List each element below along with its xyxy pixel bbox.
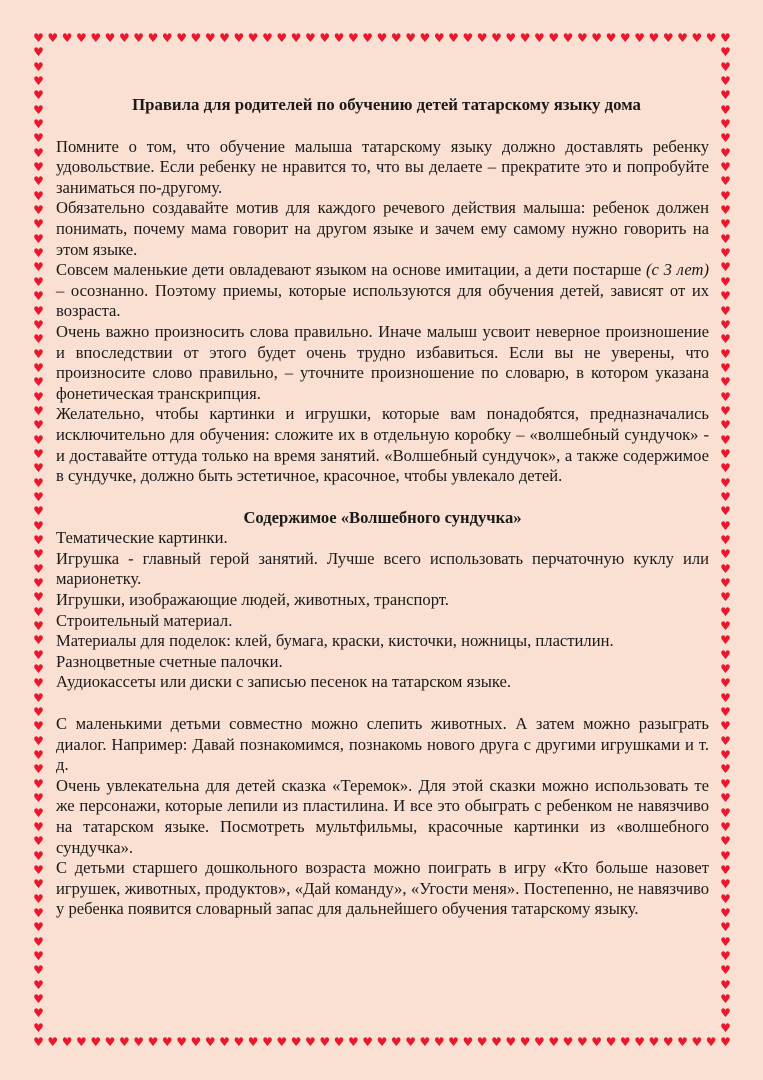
heart-icon: ♥ (720, 619, 731, 634)
heart-icon: ♥ (720, 332, 731, 347)
heart-icon: ♥ (720, 418, 731, 433)
heart-icon: ♥ (619, 31, 631, 45)
heart-icon: ♥ (362, 31, 374, 45)
heart-icon: ♥ (33, 360, 44, 375)
heart-icon: ♥ (619, 1035, 631, 1049)
heart-icon: ♥ (204, 1035, 216, 1049)
heart-icon: ♥ (648, 31, 660, 45)
heart-icon: ♥ (462, 1035, 474, 1049)
list-item: Тематические картинки. (56, 528, 228, 548)
heart-icon: ♥ (33, 948, 44, 963)
heart-icon: ♥ (720, 131, 731, 146)
heart-icon: ♥ (720, 188, 731, 203)
heart-icon: ♥ (61, 1035, 73, 1049)
heart-icon: ♥ (720, 117, 731, 132)
heart-icon: ♥ (33, 690, 44, 705)
heart-icon: ♥ (33, 1020, 44, 1035)
heart-icon: ♥ (720, 1006, 731, 1021)
heart-icon: ♥ (33, 260, 44, 275)
heart-icon: ♥ (33, 733, 44, 748)
heart-icon: ♥ (448, 1035, 459, 1049)
heart-icon: ♥ (90, 31, 102, 45)
heart-icon: ♥ (720, 848, 731, 863)
heart-icon: ♥ (305, 1035, 316, 1049)
heart-icon: ♥ (720, 690, 731, 705)
heart-icon: ♥ (720, 604, 731, 619)
heart-icon: ♥ (33, 762, 44, 777)
heart-icon: ♥ (118, 31, 130, 45)
heart-icon: ♥ (33, 934, 44, 949)
heart-icon: ♥ (720, 360, 731, 375)
heart-icon: ♥ (33, 776, 44, 791)
heart-icon: ♥ (376, 1035, 388, 1049)
heart-icon: ♥ (262, 1035, 273, 1049)
heart-icon: ♥ (33, 504, 44, 519)
heart-icon: ♥ (720, 920, 731, 935)
heart-icon: ♥ (720, 776, 731, 791)
heart-icon: ♥ (462, 31, 474, 45)
heart-icon: ♥ (33, 375, 44, 390)
heart-icon: ♥ (505, 31, 517, 45)
list-item: Строительный материал. (56, 610, 233, 630)
heart-icon: ♥ (33, 604, 44, 619)
heart-icon: ♥ (720, 432, 731, 447)
heart-icon: ♥ (190, 1035, 202, 1049)
list-item: Материалы для поделок: клей, бумага, краски, кисточки, ножницы, пластилин. (56, 631, 614, 651)
heart-icon: ♥ (720, 1020, 731, 1035)
heart-icon: ♥ (33, 289, 44, 304)
heart-icon: ♥ (720, 317, 731, 332)
heart-icon: ♥ (118, 1035, 130, 1049)
heart-icon: ♥ (33, 991, 44, 1006)
age-text-before: Совсем маленькие дети овладевают языком на основе имитации, а дети постарше (56, 260, 646, 280)
heart-icon: ♥ (233, 1035, 245, 1049)
heart-icon: ♥ (720, 877, 731, 892)
age-text-italic: (с 3 лет) (645, 260, 709, 280)
heart-icon: ♥ (33, 834, 44, 849)
heart-icon: ♥ (290, 1035, 302, 1049)
heart-icon: ♥ (705, 1035, 717, 1049)
heart-icon: ♥ (33, 117, 44, 132)
heart-icon: ♥ (33, 160, 44, 175)
heart-icon: ♥ (33, 59, 44, 74)
paragraph-sculpt: С маленькими детьми совместно можно слепить животных. А затем можно разыграть диалог. Например: Давай познакомимся, познакомь нового друга с другими игрушками и т. д. (56, 714, 709, 775)
heart-icon: ♥ (591, 1035, 603, 1049)
heart-icon: ♥ (720, 805, 731, 820)
heart-icon: ♥ (720, 905, 731, 920)
heart-icon: ♥ (33, 619, 44, 634)
heart-icon: ♥ (405, 31, 416, 45)
heart-icon: ♥ (720, 59, 731, 74)
heart-icon: ♥ (720, 533, 731, 547)
heart-icon: ♥ (33, 231, 44, 246)
heart-icon: ♥ (33, 819, 44, 834)
heart-icon: ♥ (433, 1035, 445, 1049)
heart-icon: ♥ (247, 31, 259, 45)
heart-icon: ♥ (720, 346, 731, 361)
heart-icon: ♥ (720, 719, 731, 734)
list-item: Разноцветные счетные палочки. (56, 651, 283, 671)
heart-icon: ♥ (33, 418, 44, 433)
heart-icon: ♥ (634, 1035, 645, 1049)
heart-icon: ♥ (648, 1035, 660, 1049)
heart-icon: ♥ (33, 662, 44, 677)
heart-icon: ♥ (691, 1035, 703, 1049)
heart-icon: ♥ (33, 131, 44, 146)
heart-icon: ♥ (605, 1035, 617, 1049)
heart-icon: ♥ (347, 31, 359, 45)
heart-icon: ♥ (720, 174, 731, 189)
heart-icon: ♥ (720, 819, 731, 834)
page-title: Правила для родителей по обучению детей татарскому языку дома (132, 95, 641, 114)
heart-icon: ♥ (720, 74, 731, 89)
heart-icon: ♥ (491, 31, 502, 45)
heart-icon: ♥ (33, 862, 44, 877)
heart-icon: ♥ (161, 1035, 173, 1049)
heart-icon: ♥ (720, 231, 731, 246)
heart-icon: ♥ (33, 432, 44, 447)
heart-icon: ♥ (720, 375, 731, 390)
heart-icon: ♥ (333, 1035, 345, 1049)
heart-icon: ♥ (720, 217, 731, 232)
heart-icon: ♥ (562, 1035, 574, 1049)
heart-icon: ♥ (720, 102, 731, 117)
heart-icon: ♥ (720, 676, 731, 691)
heart-icon: ♥ (33, 576, 44, 591)
heart-icon: ♥ (720, 446, 731, 461)
heart-icon: ♥ (519, 1035, 531, 1049)
heart-icon: ♥ (720, 791, 731, 806)
heart-icon: ♥ (491, 1035, 502, 1049)
heart-icon: ♥ (720, 991, 731, 1006)
paragraph-magic-box: Желательно, чтобы картинки и игрушки, которые вам понадобятся, предназначались исключительно для обучения: сложите их в отдельную коробку – «волшебный сундучок» - и доставайте оттуда только на время занятий. «Волшебный сундучок», а также содержимое в сундучке, должно быть эстетичное, красочное, чтобы увлекало детей. (56, 404, 709, 486)
heart-icon: ♥ (634, 31, 645, 45)
heart-icon: ♥ (419, 1035, 431, 1049)
heart-icon: ♥ (720, 289, 731, 304)
heart-icon: ♥ (534, 31, 545, 45)
section-subtitle: Содержимое «Волшебного сундучка» (243, 507, 522, 527)
heart-icon: ♥ (76, 1035, 87, 1049)
heart-icon: ♥ (33, 461, 44, 476)
heart-icon: ♥ (720, 862, 731, 877)
heart-icon: ♥ (720, 748, 731, 763)
heart-icon: ♥ (476, 31, 488, 45)
heart-icon: ♥ (720, 475, 731, 490)
heart-icon: ♥ (33, 317, 44, 332)
heart-icon: ♥ (33, 805, 44, 820)
heart-icon: ♥ (33, 489, 44, 504)
paragraph-pronunciation: Очень важно произносить слова правильно. Иначе малыш усвоит неверное произношение и впоследствии от этого будет очень трудно избавиться. Если вы не уверены, что произносите слово правильно, – уточните произношение по словарю, в котором указана фонетическая транскрипция. (56, 321, 709, 403)
heart-icon: ♥ (33, 102, 44, 117)
heart-icon: ♥ (720, 518, 731, 533)
heart-icon: ♥ (720, 145, 731, 160)
heart-icon: ♥ (390, 31, 402, 45)
heart-icon: ♥ (33, 533, 44, 547)
heart-icon: ♥ (662, 31, 674, 45)
heart-icon: ♥ (33, 1006, 44, 1021)
heart-icon: ♥ (33, 31, 44, 45)
heart-icon: ♥ (33, 705, 44, 720)
heart-icon: ♥ (720, 547, 731, 562)
heart-icon: ♥ (605, 31, 617, 45)
heart-icon: ♥ (33, 475, 44, 490)
heart-icon: ♥ (33, 246, 44, 261)
heart-icon: ♥ (720, 489, 731, 504)
heart-icon: ♥ (720, 303, 731, 318)
heart-icon: ♥ (705, 31, 717, 45)
heart-icon: ♥ (47, 1035, 59, 1049)
list-item: Аудиокассеты или диски с записью песенок на татарском языке. (56, 672, 512, 692)
heart-icon: ♥ (691, 31, 703, 45)
heart-icon: ♥ (720, 647, 731, 662)
heart-icon: ♥ (33, 188, 44, 203)
heart-icon: ♥ (376, 31, 388, 45)
heart-icon: ♥ (347, 1035, 359, 1049)
heart-icon: ♥ (33, 977, 44, 992)
paragraph-age (56, 260, 709, 322)
heart-icon: ♥ (247, 1035, 259, 1049)
list-item: Игрушки, изображающие людей, животных, транспорт. (56, 590, 449, 610)
heart-icon: ♥ (33, 891, 44, 906)
heart-icon: ♥ (33, 748, 44, 763)
heart-icon: ♥ (147, 1035, 159, 1049)
heart-icon: ♥ (61, 31, 73, 45)
heart-icon: ♥ (319, 31, 331, 45)
heart-icon: ♥ (319, 1035, 331, 1049)
heart-icon: ♥ (519, 31, 531, 45)
heart-icon: ♥ (33, 74, 44, 89)
document-body (56, 95, 709, 920)
heart-icon: ♥ (476, 1035, 488, 1049)
heart-icon: ♥ (33, 647, 44, 662)
heart-icon: ♥ (720, 561, 731, 576)
heart-icon: ♥ (33, 174, 44, 189)
heart-icon: ♥ (433, 31, 445, 45)
heart-icon: ♥ (33, 590, 44, 605)
heart-icon: ♥ (33, 518, 44, 533)
heart-icon: ♥ (720, 45, 731, 60)
heart-icon: ♥ (305, 31, 316, 45)
heart-icon: ♥ (33, 88, 44, 103)
heart-icon: ♥ (33, 332, 44, 347)
heart-icon: ♥ (720, 762, 731, 777)
heart-icon: ♥ (33, 403, 44, 418)
heart-icon: ♥ (720, 504, 731, 519)
heart-icon: ♥ (33, 346, 44, 361)
heart-icon: ♥ (419, 31, 431, 45)
heart-icon: ♥ (720, 246, 731, 261)
heart-icon: ♥ (720, 590, 731, 605)
age-text-after: – осознанно. Поэтому приемы, которые используются для обучения детей, зависят от их возраста. (56, 280, 709, 321)
heart-icon: ♥ (720, 274, 731, 289)
heart-icon: ♥ (720, 733, 731, 748)
heart-icon: ♥ (233, 31, 245, 45)
heart-icon: ♥ (33, 303, 44, 318)
heart-icon: ♥ (720, 662, 731, 677)
heart-icon: ♥ (720, 705, 731, 720)
heart-icon: ♥ (576, 1035, 588, 1049)
paragraph-teremok: Очень увлекательна для детей сказка «Теремок». Для этой сказки можно использовать те же персонажи, которые лепили из пластилина. И все это обыграть с ребенком не навязчиво на татарском языке. Посмотреть мультфильмы, красочные картинки из «волшебного сундучка». (56, 775, 709, 857)
heart-icon: ♥ (147, 31, 159, 45)
paragraph-motivation: Обязательно создавайте мотив для каждого речевого действия малыша: ребенок должен понимать, почему мама говорит на другом языке и зачем ему самому нужно говорить на этом языке. (56, 198, 709, 259)
heart-icon: ♥ (219, 1035, 230, 1049)
list-item: Игрушка - главный герой занятий. Лучше всего использовать перчаточную куклу или марионетку. (56, 548, 709, 589)
heart-icon: ♥ (33, 274, 44, 289)
heart-icon: ♥ (576, 31, 588, 45)
heart-icon: ♥ (448, 31, 459, 45)
heart-icon: ♥ (677, 1035, 688, 1049)
heart-icon: ♥ (720, 203, 731, 218)
heart-icon: ♥ (720, 834, 731, 849)
heart-icon: ♥ (720, 948, 731, 963)
spacer (56, 693, 709, 714)
heart-icon: ♥ (262, 31, 273, 45)
heart-icon: ♥ (33, 877, 44, 892)
heart-icon: ♥ (33, 145, 44, 160)
heart-icon: ♥ (33, 848, 44, 863)
heart-icon: ♥ (405, 1035, 416, 1049)
heart-icon: ♥ (548, 1035, 560, 1049)
heart-icon: ♥ (720, 88, 731, 103)
heart-icon: ♥ (133, 31, 145, 45)
heart-icon: ♥ (104, 31, 116, 45)
heart-icon: ♥ (720, 31, 731, 45)
paragraph-enjoyment: Помните о том, что обучение малыша татарскому языку должно доставлять ребенку удовольствие. Если ребенку не нравится то, что вы делаете – прекратите это и попробуйте заниматься по-другому. (56, 136, 709, 197)
heart-icon: ♥ (133, 1035, 145, 1049)
heart-icon: ♥ (204, 31, 216, 45)
heart-icon: ♥ (176, 31, 187, 45)
heart-icon: ♥ (176, 1035, 187, 1049)
heart-icon: ♥ (33, 905, 44, 920)
heart-icon: ♥ (505, 1035, 517, 1049)
heart-icon: ♥ (362, 1035, 374, 1049)
heart-icon: ♥ (33, 719, 44, 734)
heart-icon: ♥ (33, 547, 44, 562)
paragraph-older-children: С детьми старшего дошкольного возраста можно поиграть в игру «Кто больше назовет игрушек, животных, продуктов», «Дай команду», «Угости меня». Постепенно, не навязчиво у ребенка появится словарный запас для дальнейшего обучения татарскому языку. (56, 858, 709, 919)
heart-icon: ♥ (591, 31, 603, 45)
heart-icon: ♥ (76, 31, 87, 45)
heart-icon: ♥ (390, 1035, 402, 1049)
heart-icon: ♥ (33, 217, 44, 232)
heart-icon: ♥ (548, 31, 560, 45)
heart-icon: ♥ (33, 963, 44, 978)
heart-icon: ♥ (33, 446, 44, 461)
heart-icon: ♥ (720, 1035, 731, 1049)
heart-icon: ♥ (33, 561, 44, 576)
heart-icon: ♥ (333, 31, 345, 45)
heart-icon: ♥ (33, 791, 44, 806)
heart-icon: ♥ (90, 1035, 102, 1049)
heart-icon: ♥ (662, 1035, 674, 1049)
heart-icon: ♥ (104, 1035, 116, 1049)
heart-icon: ♥ (720, 160, 731, 175)
heart-icon: ♥ (720, 576, 731, 591)
heart-icon: ♥ (720, 389, 731, 404)
heart-icon: ♥ (47, 31, 59, 45)
heart-icon: ♥ (720, 891, 731, 906)
heart-icon: ♥ (33, 1035, 44, 1049)
heart-icon: ♥ (720, 461, 731, 476)
heart-icon: ♥ (33, 45, 44, 60)
heart-icon: ♥ (33, 920, 44, 935)
heart-icon: ♥ (720, 977, 731, 992)
heart-icon: ♥ (276, 31, 288, 45)
heart-icon: ♥ (33, 203, 44, 218)
heart-icon: ♥ (161, 31, 173, 45)
heart-icon: ♥ (190, 31, 202, 45)
heart-icon: ♥ (290, 31, 302, 45)
heart-icon: ♥ (720, 633, 731, 648)
heart-icon: ♥ (33, 389, 44, 404)
heart-icon: ♥ (276, 1035, 288, 1049)
heart-icon: ♥ (534, 1035, 545, 1049)
heart-icon: ♥ (720, 934, 731, 949)
heart-icon: ♥ (33, 676, 44, 691)
heart-icon: ♥ (677, 31, 688, 45)
heart-icon: ♥ (720, 963, 731, 978)
heart-icon: ♥ (219, 31, 230, 45)
heart-icon: ♥ (720, 260, 731, 275)
heart-icon: ♥ (33, 633, 44, 648)
heart-icon: ♥ (720, 403, 731, 418)
heart-icon: ♥ (562, 31, 574, 45)
